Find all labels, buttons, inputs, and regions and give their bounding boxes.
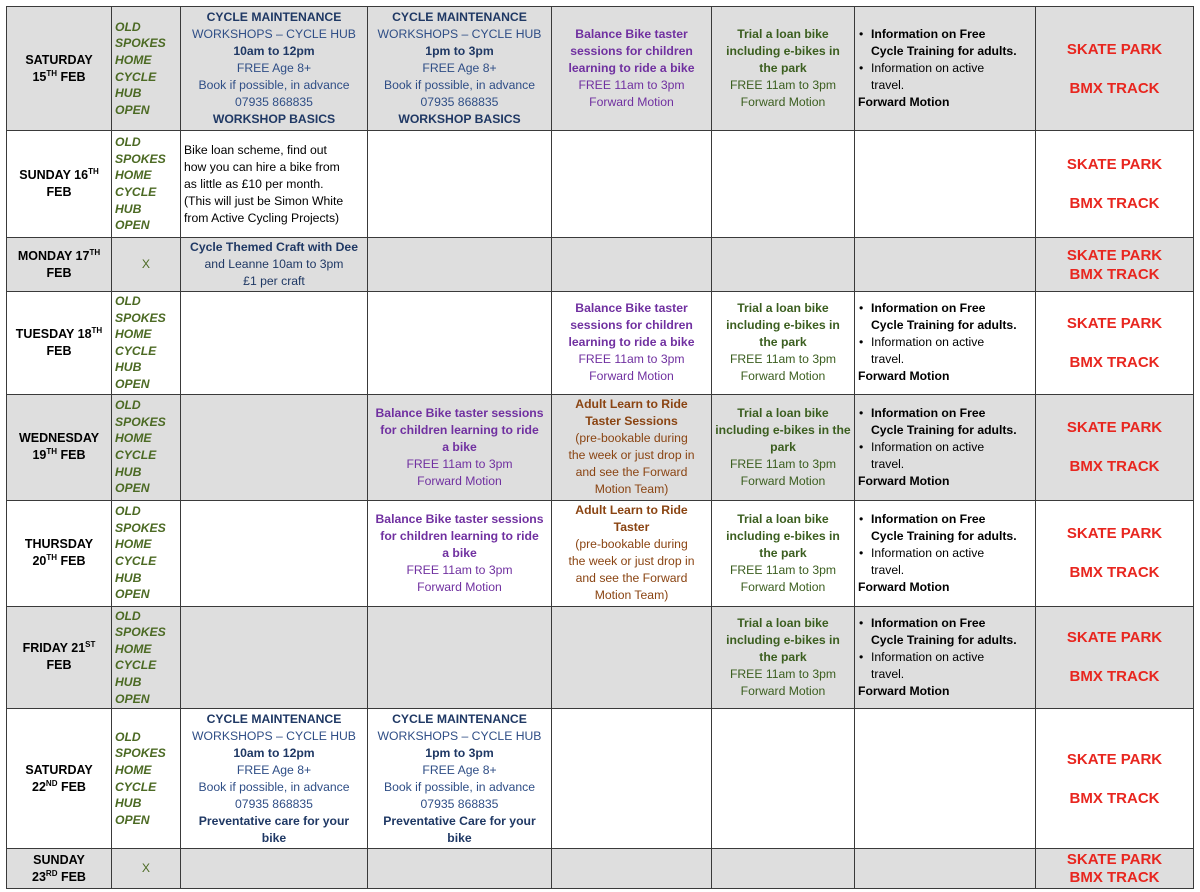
skate-bmx-cell: SKATE PARK BMX TRACK [1036,292,1194,395]
day-cell: MONDAY 17TH FEB [7,238,112,292]
empty-cell [712,238,855,292]
hub-open-cell: OLD SPOKES HOME CYCLE HUB OPEN [112,709,181,849]
balance-bike-cell: Balance Bike taster sessions for children learning to ride a bike FREE 11am to 3pm Forward Motion [552,292,712,395]
day-cell: SATURDAY 22ND FEB [7,709,112,849]
info-cell: • Information on Free Cycle Training for adults. • Information on active travel. Forward Motion [855,7,1036,131]
row-tuesday-18 [7,292,1194,395]
day-cell: SUNDAY 16TH FEB [7,131,112,238]
day-cell: THURSDAY 20TH FEB [7,500,112,606]
empty-cell [855,238,1036,292]
empty-cell [552,606,712,709]
day-cell: WEDNESDAY 19TH FEB [7,394,112,500]
maintenance-workshop-pm: CYCLE MAINTENANCE WORKSHOPS – CYCLE HUB 1pm to 3pm FREE Age 8+ Book if possible, in advance 07935 868835 WORKSHOP BASICS [368,7,552,131]
skate-bmx-cell: SKATE PARK BMX TRACK [1036,606,1194,709]
empty-cell [181,500,368,606]
empty-cell [712,131,855,238]
empty-cell [368,292,552,395]
adult-learn-cell: Adult Learn to Ride Taster (pre-bookable during the week or just drop in and see the Forward Motion Team) [552,500,712,606]
row-wednesday-19 [7,394,1194,500]
empty-cell [181,292,368,395]
day-cell: FRIDAY 21ST FEB [7,606,112,709]
info-cell: • Information on Free Cycle Training for adults. • Information on active travel. Forward Motion [855,606,1036,709]
empty-cell [552,709,712,849]
skate-bmx-cell: SKATE PARK BMX TRACK [1036,709,1194,849]
maintenance-workshop-pm: CYCLE MAINTENANCE WORKSHOPS – CYCLE HUB 1pm to 3pm FREE Age 8+ Book if possible, in advance 07935 868835 Preventative Care for your bike [368,709,552,849]
info-cell: • Information on Free Cycle Training for adults. • Information on active travel. Forward Motion [855,500,1036,606]
bmx-track-label: BMX TRACK [1069,79,1160,97]
balance-bike-cell: Balance Bike taster sessions for children learning to ride a bike FREE 11am to 3pm Forward Motion [368,394,552,500]
day-cell: TUESDAY 18TH FEB [7,292,112,395]
balance-bike-cell: Balance Bike taster sessions for children learning to ride a bike FREE 11am to 3pm Forward Motion [368,500,552,606]
day-cell: SUNDAY 23RD FEB [7,849,112,889]
loan-bike-cell: Trial a loan bike including e-bikes in the park FREE 11am to 3pm Forward Motion [712,292,855,395]
skate-park-label: SKATE PARK [1066,40,1163,58]
empty-cell [368,606,552,709]
empty-cell [855,849,1036,889]
empty-cell [181,394,368,500]
empty-cell [552,849,712,889]
row-sunday-23 [7,849,1194,889]
hub-closed-cell: X [112,238,181,292]
empty-cell [552,238,712,292]
schedule-table [6,6,1194,889]
loan-bike-cell: Trial a loan bike including e-bikes in the park FREE 11am to 3pm Forward Motion [712,606,855,709]
skate-bmx-cell: SKATE PARK BMX TRACK [1036,500,1194,606]
empty-cell [181,849,368,889]
skate-bmx-cell: SKATE PARK BMX TRACK [1036,849,1194,889]
skate-bmx-cell: SKATE PARK BMX TRACK [1036,131,1194,238]
loan-bike-cell: Trial a loan bike including e-bikes in the park FREE 11am to 3pm Forward Motion [712,500,855,606]
empty-cell [855,131,1036,238]
maintenance-workshop-am: CYCLE MAINTENANCE WORKSHOPS – CYCLE HUB 10am to 12pm FREE Age 8+ Book if possible, in advance 07935 868835 Preventative care for your bike [181,709,368,849]
hub-open-cell: OLD SPOKES HOME CYCLE HUB OPEN [112,500,181,606]
row-saturday-22 [7,709,1194,849]
loan-bike-cell: Trial a loan bike including e-bikes in the park FREE 11am to 3pm Forward Motion [712,7,855,131]
empty-cell [368,238,552,292]
skate-bmx-cell: SKATE PARK BMX TRACK [1036,394,1194,500]
balance-bike-cell: Balance Bike taster sessions for children learning to ride a bike FREE 11am to 3pm Forward Motion [552,7,712,131]
row-sunday-16 [7,131,1194,238]
empty-cell [181,606,368,709]
hub-closed-cell: X [112,849,181,889]
info-cell: • Information on Free Cycle Training for adults. • Information on active travel. Forward Motion [855,394,1036,500]
empty-cell [712,849,855,889]
skate-bmx-cell: SKATE PARK BMX TRACK [1036,238,1194,292]
info-cell: • Information on Free Cycle Training for adults. • Information on active travel. Forward Motion [855,292,1036,395]
hub-open-cell: OLD SPOKES HOME CYCLE HUB OPEN [112,7,181,131]
empty-cell [712,709,855,849]
adult-learn-cell: Adult Learn to Ride Taster Sessions (pre-bookable during the week or just drop in and see the Forward Motion Team) [552,394,712,500]
empty-cell [855,709,1036,849]
hub-open-cell: OLD SPOKES HOME CYCLE HUB OPEN [112,131,181,238]
hub-open-cell: OLD SPOKES HOME CYCLE HUB OPEN [112,606,181,709]
empty-cell [368,849,552,889]
row-monday-17 [7,238,1194,292]
empty-cell [552,131,712,238]
skate-bmx-cell [1036,7,1194,131]
empty-cell [368,131,552,238]
row-friday-21 [7,606,1194,709]
loan-bike-cell: Trial a loan bike including e-bikes in the park FREE 11am to 3pm Forward Motion [712,394,855,500]
row-saturday-15 [7,7,1194,131]
craft-cell: Cycle Themed Craft with Dee and Leanne 10am to 3pm £1 per craft [181,238,368,292]
day-cell: SATURDAY 15TH FEB [7,7,112,131]
maintenance-workshop-am: CYCLE MAINTENANCE WORKSHOPS – CYCLE HUB 10am to 12pm FREE Age 8+ Book if possible, in advance 07935 868835 WORKSHOP BASICS [181,7,368,131]
bike-loan-scheme-cell: Bike loan scheme, find out how you can hire a bike from as little as £10 per month. (This will just be Simon White from Active Cycling Projects) [181,131,368,238]
hub-open-cell: OLD SPOKES HOME CYCLE HUB OPEN [112,292,181,395]
row-thursday-20 [7,500,1194,606]
hub-open-cell: OLD SPOKES HOME CYCLE HUB OPEN [112,394,181,500]
